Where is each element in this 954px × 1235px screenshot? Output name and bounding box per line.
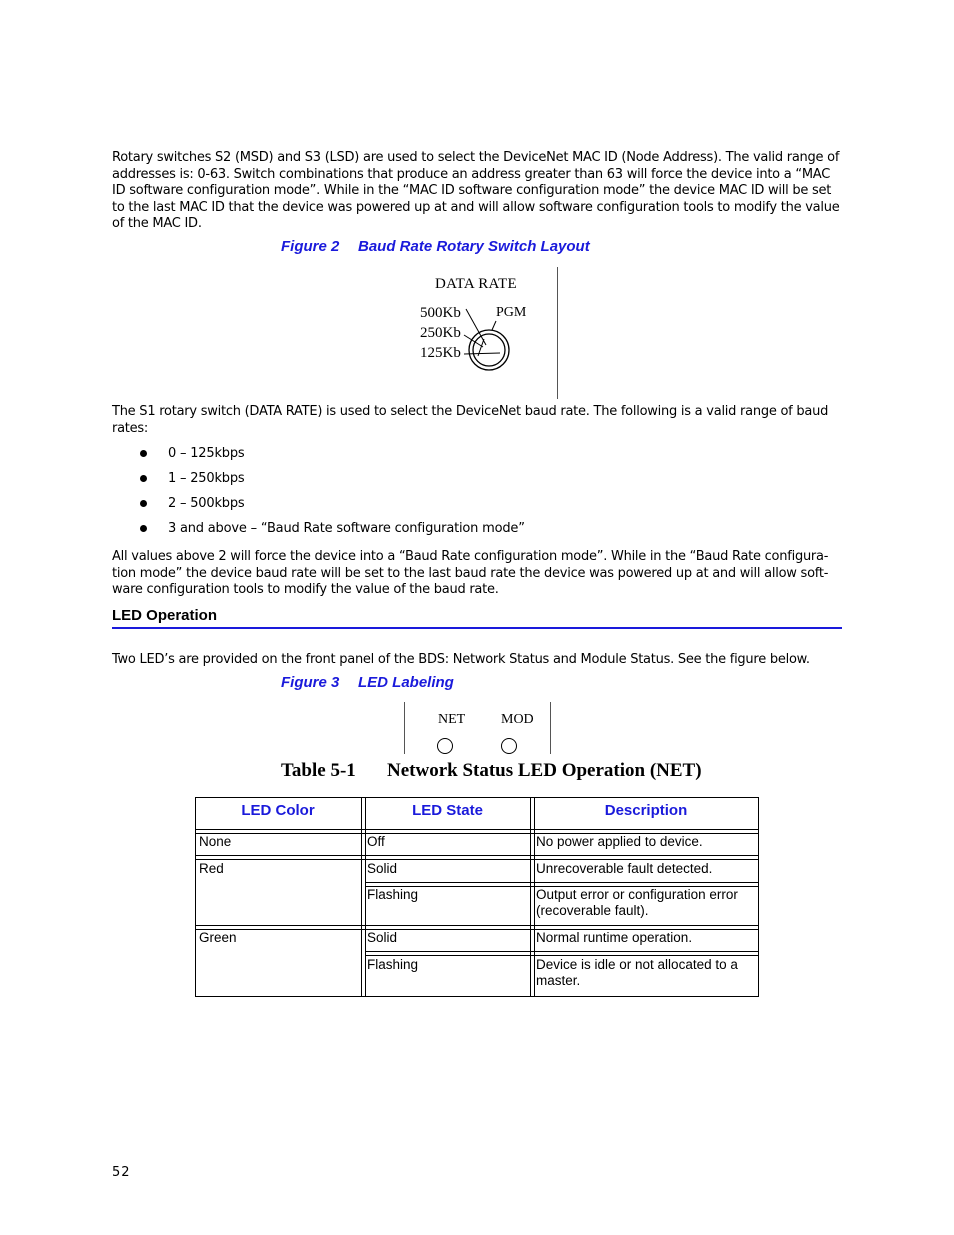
figure-3-title: LED Labeling bbox=[358, 674, 454, 691]
table-title-text: Network Status LED Operation (NET) bbox=[387, 760, 702, 781]
figure-2-caption bbox=[281, 238, 590, 255]
baud-paragraph: The S1 rotary switch (DATA RATE) is used to select the DeviceNet baud rate. The following is a valid range of baud rates: bbox=[112, 404, 829, 436]
label-500kb: 500Kb bbox=[420, 305, 461, 321]
table-cell: No power applied to device. bbox=[536, 834, 703, 849]
baud-config-paragraph: All values above 2 will force the device into a “Baud Rate configuration mode”. While in the “Baud Rate configura-tion mode” the device baud rate will be set to the last baud rate the device was powered up at and will allow soft-ware configuration tools to modify the value of the baud rate. bbox=[112, 549, 829, 598]
baud-rate-switch-figure bbox=[400, 265, 570, 400]
bullet-icon bbox=[140, 525, 147, 532]
bullet-icon bbox=[140, 450, 147, 457]
bullet-icon bbox=[140, 475, 147, 482]
net-label: NET bbox=[438, 712, 466, 727]
table-cell: Unrecoverable fault detected. bbox=[536, 861, 713, 876]
bullet-icon bbox=[140, 500, 147, 507]
header-led-state: LED State bbox=[412, 802, 483, 819]
table-cell: Flashing bbox=[367, 957, 419, 972]
figure-divider-right bbox=[550, 702, 551, 754]
list-item-text: 1 – 250kbps bbox=[168, 471, 245, 486]
table-cell: Red bbox=[199, 861, 224, 876]
net-led-icon bbox=[437, 738, 453, 754]
rotary-switch-icon bbox=[400, 265, 550, 400]
table-cell: Device is idle or not allocated to a master. bbox=[536, 957, 738, 988]
figure-3-number: Figure 3 bbox=[281, 674, 340, 691]
table-title bbox=[281, 760, 702, 782]
figure-3-caption bbox=[281, 674, 454, 691]
table-cell: Flashing bbox=[367, 887, 419, 902]
list-item-text: 3 and above – “Baud Rate software configuration mode” bbox=[168, 521, 525, 536]
label-125kb: 125Kb bbox=[420, 345, 461, 361]
network-status-table bbox=[195, 797, 760, 998]
header-description: Description bbox=[604, 802, 688, 819]
table-cell: Output error or configuration error (recoverable fault). bbox=[536, 887, 738, 918]
section-heading: LED Operation bbox=[112, 607, 218, 624]
table-cell: Off bbox=[367, 834, 385, 849]
figure-2-number: Figure 2 bbox=[281, 238, 340, 255]
table-number: Table 5-1 bbox=[281, 760, 356, 781]
table-cell: Solid bbox=[367, 861, 398, 876]
table-cell: Solid bbox=[367, 930, 398, 945]
list-item-text: 0 – 125kbps bbox=[168, 446, 245, 461]
figure-2-title: Baud Rate Rotary Switch Layout bbox=[358, 238, 590, 255]
led-labeling-figure bbox=[400, 700, 555, 756]
header-led-color: LED Color bbox=[241, 802, 315, 819]
page-number: 52 bbox=[112, 1165, 131, 1180]
intro-paragraph: Rotary switches S2 (MSD) and S3 (LSD) are used to select the DeviceNet MAC ID (Node Address). The valid range of addresses is: 0-63. Switch combinations that produce an address greater than 63 will force the device into a “MAC ID software configuration mode”. While in the “MAC ID software configuration mode” the device MAC ID will be set to the last MAC ID that the device was powered up at and will allow software configuration tools to modify the value of the MAC ID. bbox=[112, 150, 840, 232]
list-item-text: 2 – 500kbps bbox=[168, 496, 245, 511]
data-rate-heading: DATA RATE bbox=[435, 276, 517, 292]
mod-label: MOD bbox=[501, 712, 534, 727]
figure-divider bbox=[557, 267, 558, 399]
led-paragraph: Two LED’s are provided on the front panel of the BDS: Network Status and Module Status. See the figure below. bbox=[112, 652, 810, 667]
label-pgm: PGM bbox=[496, 305, 527, 320]
mod-led-icon bbox=[501, 738, 517, 754]
label-250kb: 250Kb bbox=[420, 325, 461, 341]
table-cell: Normal runtime operation. bbox=[536, 930, 693, 945]
figure-divider-left bbox=[404, 702, 405, 754]
table-cell: None bbox=[199, 834, 232, 849]
table-cell: Green bbox=[199, 930, 237, 945]
section-divider bbox=[112, 627, 842, 629]
